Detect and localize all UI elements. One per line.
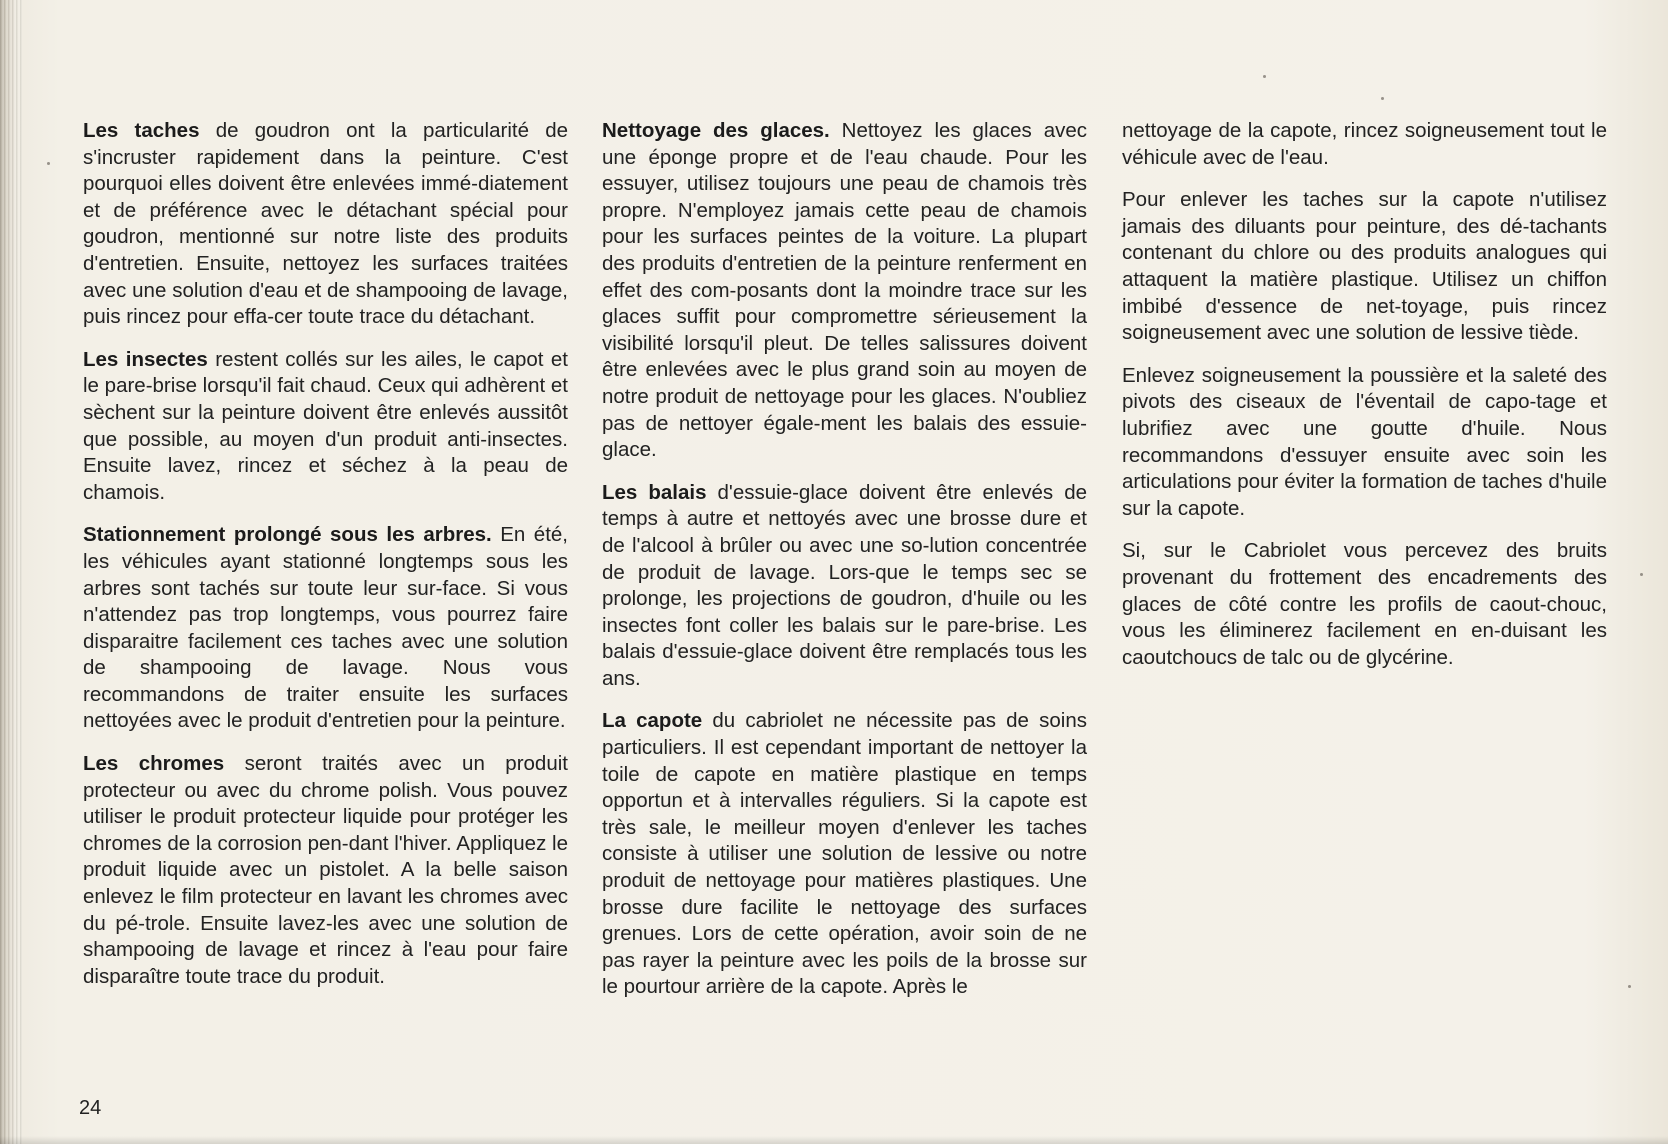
paragraph-text: Enlevez soigneusement la poussière et la saleté des pivots des ciseaux de l'éventail de capo-tage et lubrifiez avec une goutte d'huile. Nous recommandons d'essuyer ensuite avec soin les articulations pour éviter la formation de taches d'huile sur la capote. <box>1122 363 1607 520</box>
paragraph-heading: Nettoyage des glaces. <box>602 119 830 142</box>
paragraph-window-cleaning <box>602 118 1087 464</box>
paragraph-chrome <box>83 751 568 990</box>
paragraph-heading: Les balais <box>602 480 707 504</box>
paragraph-text: de goudron ont la particularité de s'incruster rapidement dans la peinture. C'est pourquoi elles doivent être enlevées immé-diatement et de préférence avec le détachant spécial pour goudron, mentionné sur notre liste des produits d'entretien. Ensuite, nettoyez les surfaces traitées avec une solution d'eau et de shampooing de lavage, puis rincez pour effa-cer toute trace du détachant. <box>83 119 568 329</box>
text-column-middle <box>602 118 1087 1017</box>
paragraph-top-mechanism <box>1122 363 1607 523</box>
paragraph-parking-under-trees <box>83 522 568 735</box>
paragraph-heading: Les taches <box>83 119 200 142</box>
paragraph-text: du cabriolet ne nécessite pas de soins particuliers. Il est cependant important de nettoyer la toile de capote en matière plastique en temps opportun et à intervalles réguliers. Si la capote est très sale, le meilleur moyen d'enlever les taches consiste à utiliser une solution de lessive ou notre produit de nettoyage pour matières plastiques. Une brosse dure facilite le nettoyage des surfaces grenues. Lors de cette opération, avoir soin de ne pas rayer la peinture avec les poils de la brosse sur le pourtour arrière de la capote. Après le <box>602 709 1087 999</box>
paragraph-insects <box>83 347 568 507</box>
paragraph-text: restent collés sur les ailes, le capot et le pare-brise lorsqu'il fait chaud. Ceux qui adhèrent et sèchent sur la peinture doivent être enlevés aussitôt que possible, au moyen d'un produit anti-insectes. Ensuite lavez, rincez et séchez à la peau de chamois. <box>83 347 568 504</box>
paragraph-heading: La capote <box>602 709 703 733</box>
paragraph-text: En été, les véhicules ayant stationné longtemps sous les arbres sont tachés sur toute leur sur-face. Si vous n'attendez pas trop longtemps, vous pourrez faire disparaitre facilement ces taches avec une solution de shampooing de lavage. Nous vous recommandons de traiter ensuite les surfaces nettoyées avec le produit d'entretien pour la peinture. <box>83 523 568 733</box>
print-speck <box>47 162 50 165</box>
paragraph-wiper-blades <box>602 480 1087 693</box>
paragraph-heading: Les insectes <box>83 347 208 371</box>
text-column-right <box>1122 118 1607 687</box>
print-speck <box>1263 75 1266 78</box>
paragraph-text: Pour enlever les taches sur la capote n'utilisez jamais des diluants pour peinture, des dé-tachants contenant du chlore ou des produits analogues qui attaquent la matière plastique. Utilisez un chiffon imbibé d'essence de net-toyage, puis rincez soigneusement avec une solution de lessive tiède. <box>1122 188 1607 345</box>
paragraph-heading: Les chromes <box>83 752 225 776</box>
paragraph-top-rinse <box>1122 118 1607 171</box>
paragraph-text: Si, sur le Cabriolet vous percevez des bruits provenant du frottement des encadrements des glaces de côté contre les profils de caout-chouc, vous les éliminerez facilement en en-duisant les caoutchoucs de talc ou de glycérine. <box>1122 539 1607 669</box>
paragraph-text: Nettoyez les glaces avec une éponge propre et de l'eau chaude. Pour les essuyer, utilisez toujours une peau de chamois très propre. N'employez jamais cette peau de chamois pour les surfaces peintes de la voiture. La plupart des produits d'entretien de la peinture renferment en effet des com-posants dont la moindre trace sur les glaces suffit pour compromettre sérieusement la visibilité lorsqu'il pleut. De telles salissures doivent être enlevées avec le plus grand soin au moyen de notre produit de nettoyage pour les glaces. N'oubliez pas de nettoyer égale-ment les balais des essuie-glace. <box>602 119 1087 462</box>
paragraph-convertible-top <box>602 708 1087 1001</box>
paragraph-rubber-noise <box>1122 538 1607 671</box>
print-speck <box>1640 573 1643 576</box>
paragraph-text: d'essuie-glace doivent être enlevés de temps à autre et nettoyés avec une brosse dure et de l'alcool à brûler ou avec une so-lution concentrée de produit de lavage. Lors-que le temps sec se prolonge, les projections de goudron, d'huile ou les insectes font coller les balais sur le pare-brise. Les balais d'essuie-glace doivent être remplacés tous les ans. <box>602 480 1087 690</box>
print-speck <box>1628 985 1631 988</box>
paragraph-top-stain-removal <box>1122 187 1607 347</box>
paragraph-text: seront traités avec un produit protecteur ou avec du chrome polish. Vous pouvez utiliser le produit protecteur liquide pour protéger les chromes de la corrosion pen-dant l'hiver. Appliquez le produit liquide avec un pistolet. A la belle saison enlevez le film protecteur en lavant les chromes avec du pé-trole. Ensuite lavez-les avec une solution de shampooing de lavage et rincez à l'eau pour faire disparaître toute trace du produit. <box>83 752 568 988</box>
print-speck <box>1381 97 1384 100</box>
text-column-left <box>83 118 568 1006</box>
paragraph-heading: Stationnement prolongé sous les arbres. <box>83 523 492 547</box>
paragraph-tar-stains <box>83 118 568 331</box>
page-number: 24 <box>79 1097 102 1119</box>
paragraph-text: nettoyage de la capote, rincez soigneusement tout le véhicule avec de l'eau. <box>1122 119 1607 169</box>
